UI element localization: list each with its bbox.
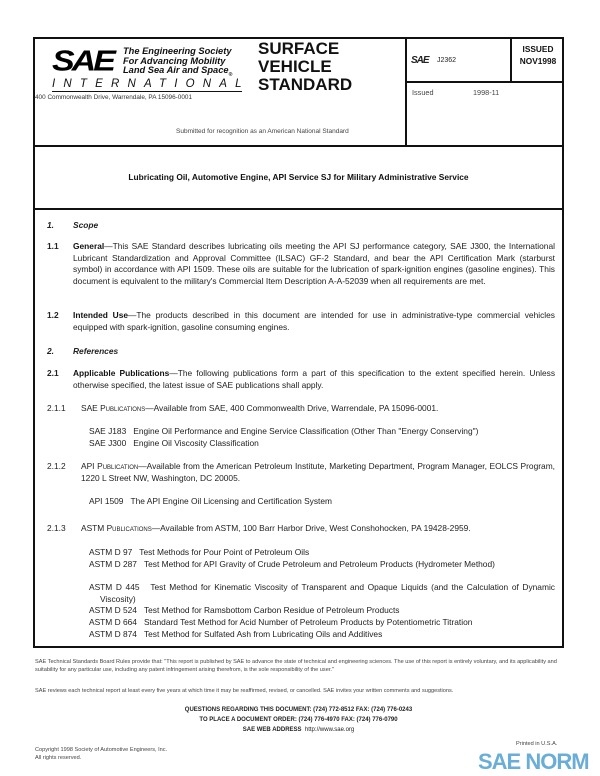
divider xyxy=(33,208,564,210)
review-note: SAE reviews each technical report at least every five years at which time it may be reaffirmed, revised, or cancelled. SAE invites your written comments and suggestions. xyxy=(35,688,454,694)
ref-id: ASTM D 524 xyxy=(89,605,137,615)
paragraph-sae-publications xyxy=(81,403,555,415)
reference-item xyxy=(89,582,555,605)
paragraph-astm-publications xyxy=(81,523,555,535)
paragraph-general xyxy=(73,241,555,287)
ref-title: Test Method for Ramsbottom Carbon Residue of Petroleum Products xyxy=(143,605,400,615)
submitted-note: Submitted for recognition as an American National Standard xyxy=(176,128,349,135)
para-text: —Available from ASTM, 100 Barr Harbor Drive, West Conshohocken, PA 19428-2959. xyxy=(151,523,471,533)
issued-label: Issued xyxy=(412,88,434,97)
ref-id: ASTM D 97 xyxy=(89,547,133,557)
para-lead: Applicable Publications xyxy=(73,368,170,378)
divider xyxy=(405,81,564,83)
paragraph-intended-use xyxy=(73,310,555,333)
web-label: SAE WEB ADDRESS xyxy=(242,727,302,733)
section-number: 2. xyxy=(47,346,54,356)
section-number: 2.1.2 xyxy=(47,461,66,471)
section-number: 1.2 xyxy=(47,310,59,320)
doc-type xyxy=(258,40,352,94)
para-lead: ASTM Publications xyxy=(81,523,152,533)
policy-note: SAE Technical Standards Board Rules provide that: "This report is published by SAE to advance the state of technical and engineering sciences. The use of this report is entirely voluntary, and its applicability and suitability for any particular use, including any patent infringement arising therefrom, is the sole responsibility of the user." xyxy=(35,659,557,673)
sae-logo: SAE xyxy=(52,44,113,78)
copyright-line: Copyright 1998 Society of Automotive Engineers, Inc. xyxy=(35,747,168,753)
tagline-line: The Engineering Society xyxy=(123,46,232,56)
section-number: 1.1 xyxy=(47,241,59,251)
printed-in: Printed in U.S.A. xyxy=(516,741,558,747)
paragraph-api-publication xyxy=(81,461,555,484)
section-number: 2.1.1 xyxy=(47,403,66,413)
reference-item xyxy=(89,547,555,559)
international-label: INTERNATIONAL xyxy=(52,78,250,90)
ref-id: ASTM D 445 xyxy=(89,582,140,592)
reference-item xyxy=(89,559,555,571)
section-number: 1. xyxy=(47,220,54,230)
contact-order: TO PLACE A DOCUMENT ORDER: (724) 776-4970 FAX: (724) 776-0790 xyxy=(199,717,398,723)
para-text: —The products described in this document are intended for use in administrative-type commercial vehicles equipped with spark-ignition, gasoline consuming engines. xyxy=(73,310,555,332)
para-text: —Available from the American Petroleum Institute, Marketing Department, Program Manager, EOLCS Program, 1220 L Street NW, Washington, DC 20005. xyxy=(81,461,555,483)
section-heading: References xyxy=(73,346,119,356)
issued-date: 1998-11 xyxy=(473,88,500,97)
reference-item xyxy=(89,617,555,629)
document-title: Lubricating Oil, Automotive Engine, API Service SJ for Military Administrative Service xyxy=(128,172,469,182)
doc-type-line: SURFACE xyxy=(258,39,340,58)
ref-title: Engine Oil Performance and Engine Service Classification (Other Than "Energy Conserving") xyxy=(133,426,479,436)
paragraph-applicable-publications xyxy=(73,368,555,391)
doc-type-line: VEHICLE xyxy=(258,57,332,76)
issue-status xyxy=(512,43,564,67)
ref-title: The API Engine Oil Licensing and Certification System xyxy=(130,496,333,506)
contact-block xyxy=(33,705,564,735)
status-line: NOV1998 xyxy=(519,56,557,66)
ref-id: ASTM D 287 xyxy=(89,559,137,569)
section-number: 2.1 xyxy=(47,368,59,378)
doc-number: J2362 xyxy=(437,57,457,64)
para-lead: General xyxy=(73,241,105,251)
reference-item xyxy=(89,426,478,438)
ref-id: ASTM D 664 xyxy=(89,617,137,627)
trademark: ® xyxy=(228,71,233,78)
divider xyxy=(405,37,407,146)
ref-id: ASTM D 874 xyxy=(89,629,137,639)
para-lead: SAE Publications xyxy=(81,403,146,413)
tagline-line: Land Sea Air and Space xyxy=(123,65,229,75)
web-url[interactable]: http://www.sae.org xyxy=(304,727,355,733)
ref-title: Test Method for Sulfated Ash from Lubricating Oils and Additives xyxy=(143,629,383,639)
doc-type-line: STANDARD xyxy=(258,75,353,94)
ref-id: SAE J300 xyxy=(89,438,127,448)
ref-title: Test Method for API Gravity of Crude Petroleum and Petroleum Products (Hydrometer Method) xyxy=(143,559,495,569)
reference-item xyxy=(89,438,259,450)
divider xyxy=(33,145,564,147)
copyright xyxy=(35,747,167,762)
ref-title: Test Method for Kinematic Viscosity of Transparent and Opaque Liquids (and the Calculation of Dynamic Viscosity) xyxy=(100,582,555,604)
para-text: —Available from SAE, 400 Commonwealth Drive, Warrendale, PA 15096-0001. xyxy=(145,403,439,413)
ref-title: Standard Test Method for Acid Number of Petroleum Products by Potentiometric Titration xyxy=(143,617,473,627)
status-line: ISSUED xyxy=(522,44,554,54)
reference-item xyxy=(89,496,332,508)
doc-sae-logo: SAE xyxy=(411,55,429,66)
sae-tagline xyxy=(123,47,232,76)
para-text: —This SAE Standard describes lubricating oils meeting the API SJ performance category, SAE J300, the International Lubricant Standardization and Approval Committee (ILSAC) GF-2 Standard, and bear the API Certification Mark (starburst symbol) in accordance with API 1509. These oils are suitable for the lubrication of spark-ignition engines (gasoline engines). This document is equivalent to the military's Commercial Item Description A-A-52039 when all requirements are met. xyxy=(73,241,555,286)
contact-questions: QUESTIONS REGARDING THIS DOCUMENT: (724) 772-8512 FAX: (724) 776-0243 xyxy=(184,707,413,713)
para-lead: API Publication xyxy=(81,461,139,471)
para-text: —The following publications form a part of this specification to the extent specified herein. Unless otherwise specified, the latest issue of SAE publications shall apply. xyxy=(73,368,556,390)
reference-item xyxy=(89,605,555,617)
sae-norm-watermark: SAE NORM xyxy=(478,749,589,774)
ref-id: SAE J183 xyxy=(89,426,127,436)
tagline-line: For Advancing Mobility xyxy=(123,55,226,66)
reference-item xyxy=(89,629,555,641)
rights-line: All rights reserved. xyxy=(35,754,82,761)
ref-title: Test Methods for Pour Point of Petroleum Oils xyxy=(139,547,310,557)
ref-id: API 1509 xyxy=(89,496,124,506)
address: 400 Commonwealth Drive, Warrendale, PA 15096-0001 xyxy=(35,94,193,101)
section-number: 2.1.3 xyxy=(47,523,66,533)
para-lead: Intended Use xyxy=(73,310,129,320)
section-heading: Scope xyxy=(73,220,99,230)
ref-title: Engine Oil Viscosity Classification xyxy=(133,438,259,448)
